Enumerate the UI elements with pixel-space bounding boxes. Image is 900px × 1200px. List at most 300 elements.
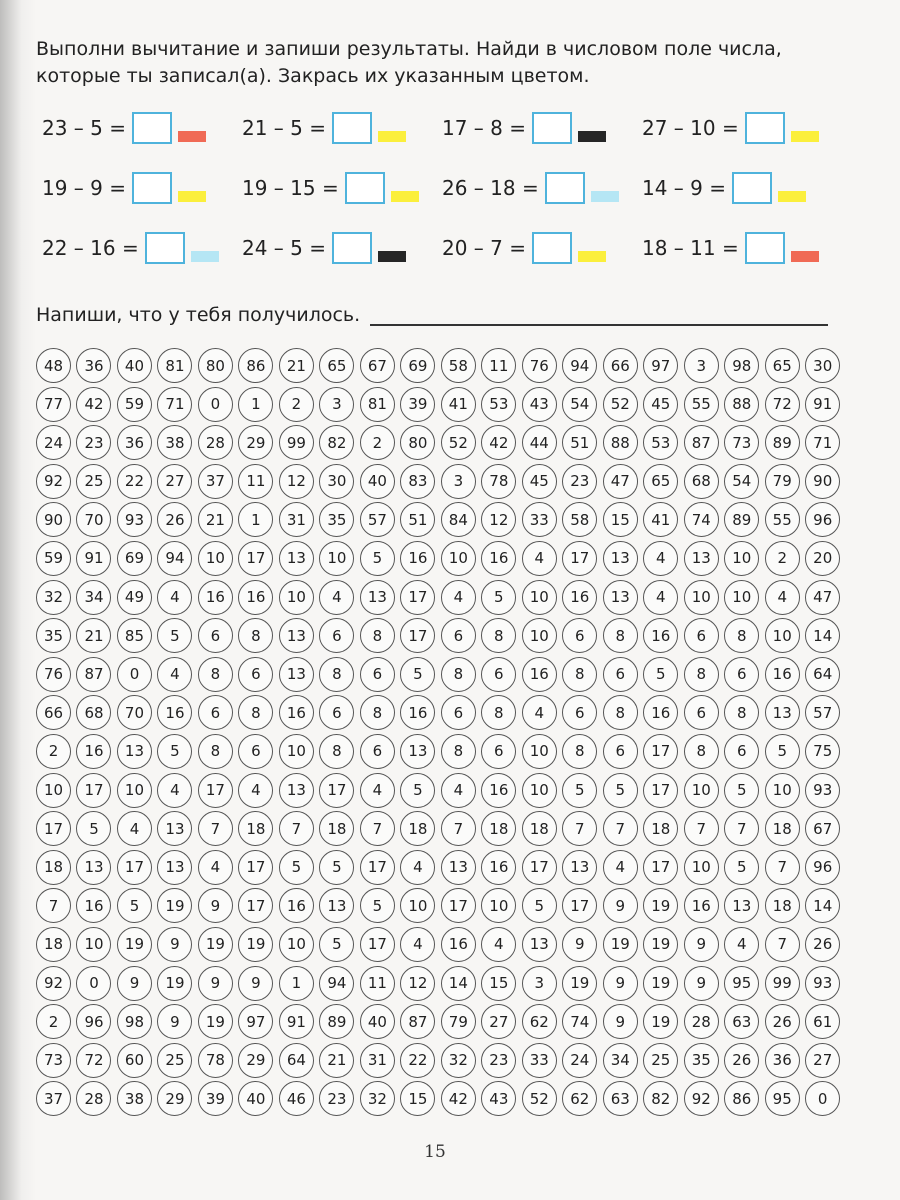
number-circle[interactable]: 65 [765, 348, 800, 383]
number-circle[interactable]: 8 [198, 734, 233, 769]
number-circle[interactable]: 63 [603, 1081, 638, 1116]
number-circle[interactable]: 8 [562, 734, 597, 769]
result-answer-line[interactable] [370, 304, 828, 326]
number-circle[interactable]: 54 [724, 464, 759, 499]
number-circle[interactable]: 5 [562, 773, 597, 808]
number-circle[interactable]: 11 [481, 348, 516, 383]
number-circle[interactable]: 18 [400, 811, 435, 846]
number-circle[interactable]: 13 [684, 541, 719, 576]
number-circle[interactable]: 79 [441, 1004, 476, 1039]
number-circle[interactable]: 9 [603, 888, 638, 923]
number-circle[interactable]: 37 [198, 464, 233, 499]
number-circle[interactable]: 70 [76, 502, 111, 537]
number-circle[interactable]: 5 [360, 541, 395, 576]
answer-box[interactable] [532, 112, 572, 144]
number-circle[interactable]: 4 [157, 657, 192, 692]
number-circle[interactable]: 9 [238, 966, 273, 1001]
number-circle[interactable]: 1 [238, 387, 273, 422]
number-circle[interactable]: 4 [603, 850, 638, 885]
answer-box[interactable] [332, 112, 372, 144]
number-circle[interactable]: 32 [360, 1081, 395, 1116]
number-circle[interactable]: 97 [643, 348, 678, 383]
number-circle[interactable]: 4 [198, 850, 233, 885]
number-circle[interactable]: 14 [805, 888, 840, 923]
number-circle[interactable]: 48 [36, 348, 71, 383]
number-circle[interactable]: 13 [319, 888, 354, 923]
number-circle[interactable]: 3 [319, 387, 354, 422]
number-circle[interactable]: 17 [76, 773, 111, 808]
number-circle[interactable]: 13 [279, 618, 314, 653]
number-circle[interactable]: 1 [279, 966, 314, 1001]
number-circle[interactable]: 42 [76, 387, 111, 422]
number-circle[interactable]: 4 [238, 773, 273, 808]
number-circle[interactable]: 33 [522, 1043, 557, 1078]
number-circle[interactable]: 6 [724, 734, 759, 769]
number-circle[interactable]: 17 [441, 888, 476, 923]
number-circle[interactable]: 87 [76, 657, 111, 692]
number-circle[interactable]: 74 [562, 1004, 597, 1039]
number-circle[interactable]: 99 [279, 425, 314, 460]
number-circle[interactable]: 16 [481, 773, 516, 808]
number-circle[interactable]: 7 [724, 811, 759, 846]
number-circle[interactable]: 8 [441, 734, 476, 769]
number-circle[interactable]: 9 [198, 888, 233, 923]
number-circle[interactable]: 19 [643, 966, 678, 1001]
number-circle[interactable]: 90 [805, 464, 840, 499]
number-circle[interactable]: 12 [481, 502, 516, 537]
number-circle[interactable]: 8 [238, 695, 273, 730]
number-circle[interactable]: 98 [724, 348, 759, 383]
number-circle[interactable]: 8 [319, 734, 354, 769]
number-circle[interactable]: 12 [400, 966, 435, 1001]
number-circle[interactable]: 2 [360, 425, 395, 460]
number-circle[interactable]: 4 [765, 580, 800, 615]
number-circle[interactable]: 13 [562, 850, 597, 885]
number-circle[interactable]: 6 [238, 734, 273, 769]
number-circle[interactable]: 34 [76, 580, 111, 615]
number-circle[interactable]: 16 [400, 541, 435, 576]
number-circle[interactable]: 17 [238, 850, 273, 885]
number-circle[interactable]: 17 [198, 773, 233, 808]
answer-box[interactable] [145, 232, 185, 264]
number-circle[interactable]: 18 [765, 888, 800, 923]
number-circle[interactable]: 13 [76, 850, 111, 885]
number-circle[interactable]: 2 [279, 387, 314, 422]
number-circle[interactable]: 16 [441, 927, 476, 962]
number-circle[interactable]: 52 [522, 1081, 557, 1116]
number-circle[interactable]: 4 [157, 773, 192, 808]
number-circle[interactable]: 19 [157, 966, 192, 1001]
number-circle[interactable]: 4 [441, 580, 476, 615]
number-circle[interactable]: 96 [805, 850, 840, 885]
number-circle[interactable]: 98 [117, 1004, 152, 1039]
number-circle[interactable]: 95 [724, 966, 759, 1001]
number-circle[interactable]: 16 [76, 734, 111, 769]
number-circle[interactable]: 13 [279, 773, 314, 808]
number-circle[interactable]: 16 [765, 657, 800, 692]
number-circle[interactable]: 16 [481, 541, 516, 576]
number-circle[interactable]: 4 [117, 811, 152, 846]
number-circle[interactable]: 59 [36, 541, 71, 576]
number-circle[interactable]: 8 [481, 695, 516, 730]
number-circle[interactable]: 92 [36, 966, 71, 1001]
number-circle[interactable]: 2 [765, 541, 800, 576]
number-circle[interactable]: 86 [238, 348, 273, 383]
number-circle[interactable]: 25 [643, 1043, 678, 1078]
number-circle[interactable]: 66 [603, 348, 638, 383]
number-circle[interactable]: 85 [117, 618, 152, 653]
number-circle[interactable]: 10 [684, 580, 719, 615]
number-circle[interactable]: 84 [441, 502, 476, 537]
number-circle[interactable]: 17 [562, 888, 597, 923]
number-circle[interactable]: 16 [481, 850, 516, 885]
number-circle[interactable]: 19 [117, 927, 152, 962]
number-circle[interactable]: 16 [522, 657, 557, 692]
number-circle[interactable]: 26 [724, 1043, 759, 1078]
number-circle[interactable]: 33 [522, 502, 557, 537]
answer-box[interactable] [332, 232, 372, 264]
number-circle[interactable]: 90 [36, 502, 71, 537]
number-circle[interactable]: 16 [279, 695, 314, 730]
number-circle[interactable]: 32 [441, 1043, 476, 1078]
number-circle[interactable]: 21 [319, 1043, 354, 1078]
number-circle[interactable]: 0 [805, 1081, 840, 1116]
number-circle[interactable]: 52 [603, 387, 638, 422]
number-circle[interactable]: 40 [360, 1004, 395, 1039]
number-circle[interactable]: 22 [117, 464, 152, 499]
number-circle[interactable]: 31 [360, 1043, 395, 1078]
number-circle[interactable]: 10 [522, 580, 557, 615]
number-circle[interactable]: 27 [805, 1043, 840, 1078]
number-circle[interactable]: 13 [522, 927, 557, 962]
number-circle[interactable]: 86 [724, 1081, 759, 1116]
number-circle[interactable]: 3 [522, 966, 557, 1001]
number-circle[interactable]: 4 [724, 927, 759, 962]
number-circle[interactable]: 67 [360, 348, 395, 383]
number-circle[interactable]: 16 [198, 580, 233, 615]
number-circle[interactable]: 71 [805, 425, 840, 460]
number-circle[interactable]: 57 [805, 695, 840, 730]
number-circle[interactable]: 62 [562, 1081, 597, 1116]
number-circle[interactable]: 17 [643, 850, 678, 885]
number-circle[interactable]: 17 [360, 927, 395, 962]
number-circle[interactable]: 24 [562, 1043, 597, 1078]
number-circle[interactable]: 34 [603, 1043, 638, 1078]
number-circle[interactable]: 16 [279, 888, 314, 923]
number-circle[interactable]: 8 [481, 618, 516, 653]
number-circle[interactable]: 6 [319, 618, 354, 653]
number-circle[interactable]: 17 [238, 541, 273, 576]
number-circle[interactable]: 4 [441, 773, 476, 808]
number-circle[interactable]: 5 [279, 850, 314, 885]
number-circle[interactable]: 16 [684, 888, 719, 923]
number-circle[interactable]: 6 [562, 618, 597, 653]
number-circle[interactable]: 8 [360, 618, 395, 653]
number-circle[interactable]: 4 [643, 541, 678, 576]
number-circle[interactable]: 10 [400, 888, 435, 923]
number-circle[interactable]: 10 [441, 541, 476, 576]
number-circle[interactable]: 19 [643, 927, 678, 962]
number-circle[interactable]: 88 [724, 387, 759, 422]
number-circle[interactable]: 3 [684, 348, 719, 383]
number-circle[interactable]: 28 [76, 1081, 111, 1116]
number-circle[interactable]: 71 [157, 387, 192, 422]
number-circle[interactable]: 20 [805, 541, 840, 576]
number-circle[interactable]: 73 [724, 425, 759, 460]
number-circle[interactable]: 76 [522, 348, 557, 383]
number-circle[interactable]: 78 [481, 464, 516, 499]
number-circle[interactable]: 9 [684, 927, 719, 962]
number-circle[interactable]: 87 [400, 1004, 435, 1039]
number-circle[interactable]: 10 [724, 541, 759, 576]
number-circle[interactable]: 13 [441, 850, 476, 885]
number-circle[interactable]: 26 [157, 502, 192, 537]
number-circle[interactable]: 42 [481, 425, 516, 460]
number-circle[interactable]: 5 [319, 927, 354, 962]
number-circle[interactable]: 6 [603, 734, 638, 769]
number-circle[interactable]: 18 [36, 850, 71, 885]
number-circle[interactable]: 17 [319, 773, 354, 808]
number-circle[interactable]: 4 [522, 695, 557, 730]
number-circle[interactable]: 55 [684, 387, 719, 422]
number-circle[interactable]: 5 [319, 850, 354, 885]
number-circle[interactable]: 26 [765, 1004, 800, 1039]
number-circle[interactable]: 82 [643, 1081, 678, 1116]
number-circle[interactable]: 65 [643, 464, 678, 499]
number-circle[interactable]: 45 [643, 387, 678, 422]
number-circle[interactable]: 9 [562, 927, 597, 962]
number-circle[interactable]: 19 [157, 888, 192, 923]
number-circle[interactable]: 91 [279, 1004, 314, 1039]
number-circle[interactable]: 64 [805, 657, 840, 692]
number-circle[interactable]: 21 [76, 618, 111, 653]
number-circle[interactable]: 17 [643, 773, 678, 808]
number-circle[interactable]: 8 [603, 695, 638, 730]
number-circle[interactable]: 19 [643, 888, 678, 923]
number-circle[interactable]: 5 [400, 773, 435, 808]
number-circle[interactable]: 23 [76, 425, 111, 460]
number-circle[interactable]: 99 [765, 966, 800, 1001]
number-circle[interactable]: 5 [157, 618, 192, 653]
number-circle[interactable]: 4 [400, 927, 435, 962]
number-circle[interactable]: 38 [157, 425, 192, 460]
number-circle[interactable]: 94 [562, 348, 597, 383]
number-circle[interactable]: 30 [805, 348, 840, 383]
number-circle[interactable]: 13 [279, 541, 314, 576]
number-circle[interactable]: 5 [360, 888, 395, 923]
number-circle[interactable]: 70 [117, 695, 152, 730]
number-circle[interactable]: 0 [117, 657, 152, 692]
number-circle[interactable]: 4 [522, 541, 557, 576]
number-circle[interactable]: 21 [279, 348, 314, 383]
number-circle[interactable]: 19 [198, 927, 233, 962]
number-circle[interactable]: 5 [603, 773, 638, 808]
number-circle[interactable]: 32 [36, 580, 71, 615]
number-circle[interactable]: 17 [562, 541, 597, 576]
answer-box[interactable] [745, 232, 785, 264]
number-circle[interactable]: 8 [319, 657, 354, 692]
number-circle[interactable]: 17 [522, 850, 557, 885]
number-circle[interactable]: 28 [198, 425, 233, 460]
answer-box[interactable] [745, 112, 785, 144]
number-circle[interactable]: 8 [360, 695, 395, 730]
number-circle[interactable]: 58 [562, 502, 597, 537]
number-circle[interactable]: 19 [562, 966, 597, 1001]
number-circle[interactable]: 6 [684, 618, 719, 653]
number-circle[interactable]: 65 [319, 348, 354, 383]
number-circle[interactable]: 6 [441, 618, 476, 653]
number-circle[interactable]: 10 [279, 580, 314, 615]
number-circle[interactable]: 95 [765, 1081, 800, 1116]
number-circle[interactable]: 8 [724, 695, 759, 730]
number-circle[interactable]: 17 [400, 580, 435, 615]
number-circle[interactable]: 45 [522, 464, 557, 499]
number-circle[interactable]: 38 [117, 1081, 152, 1116]
number-circle[interactable]: 23 [319, 1081, 354, 1116]
number-circle[interactable]: 14 [441, 966, 476, 1001]
number-circle[interactable]: 39 [198, 1081, 233, 1116]
number-circle[interactable]: 10 [724, 580, 759, 615]
number-circle[interactable]: 93 [805, 966, 840, 1001]
number-circle[interactable]: 12 [279, 464, 314, 499]
number-circle[interactable]: 25 [157, 1043, 192, 1078]
number-circle[interactable]: 6 [198, 695, 233, 730]
number-circle[interactable]: 6 [360, 657, 395, 692]
number-circle[interactable]: 68 [684, 464, 719, 499]
number-circle[interactable]: 92 [684, 1081, 719, 1116]
number-circle[interactable]: 9 [117, 966, 152, 1001]
number-circle[interactable]: 10 [279, 927, 314, 962]
number-circle[interactable]: 10 [765, 773, 800, 808]
number-circle[interactable]: 8 [441, 657, 476, 692]
number-circle[interactable]: 59 [117, 387, 152, 422]
number-circle[interactable]: 40 [117, 348, 152, 383]
answer-box[interactable] [345, 172, 385, 204]
number-circle[interactable]: 4 [360, 773, 395, 808]
number-circle[interactable]: 10 [279, 734, 314, 769]
number-circle[interactable]: 40 [360, 464, 395, 499]
number-circle[interactable]: 36 [117, 425, 152, 460]
number-circle[interactable]: 6 [360, 734, 395, 769]
number-circle[interactable]: 7 [603, 811, 638, 846]
number-circle[interactable]: 8 [684, 734, 719, 769]
number-circle[interactable]: 16 [643, 695, 678, 730]
number-circle[interactable]: 13 [765, 695, 800, 730]
number-circle[interactable]: 6 [481, 657, 516, 692]
number-circle[interactable]: 76 [36, 657, 71, 692]
number-circle[interactable]: 62 [522, 1004, 557, 1039]
number-circle[interactable]: 57 [360, 502, 395, 537]
number-circle[interactable]: 75 [805, 734, 840, 769]
number-circle[interactable]: 96 [76, 1004, 111, 1039]
number-circle[interactable]: 5 [643, 657, 678, 692]
number-circle[interactable]: 7 [36, 888, 71, 923]
number-circle[interactable]: 93 [805, 773, 840, 808]
number-circle[interactable]: 30 [319, 464, 354, 499]
number-circle[interactable]: 10 [684, 773, 719, 808]
number-circle[interactable]: 63 [724, 1004, 759, 1039]
number-circle[interactable]: 78 [198, 1043, 233, 1078]
number-circle[interactable]: 36 [76, 348, 111, 383]
number-circle[interactable]: 27 [157, 464, 192, 499]
number-circle[interactable]: 67 [805, 811, 840, 846]
number-circle[interactable]: 40 [238, 1081, 273, 1116]
number-circle[interactable]: 46 [279, 1081, 314, 1116]
number-circle[interactable]: 7 [279, 811, 314, 846]
number-circle[interactable]: 17 [643, 734, 678, 769]
number-circle[interactable]: 10 [522, 773, 557, 808]
number-circle[interactable]: 13 [400, 734, 435, 769]
number-circle[interactable]: 22 [400, 1043, 435, 1078]
number-circle[interactable]: 51 [400, 502, 435, 537]
number-circle[interactable]: 42 [441, 1081, 476, 1116]
number-circle[interactable]: 19 [238, 927, 273, 962]
number-circle[interactable]: 13 [157, 850, 192, 885]
number-circle[interactable]: 7 [198, 811, 233, 846]
number-circle[interactable]: 9 [603, 1004, 638, 1039]
number-circle[interactable]: 15 [481, 966, 516, 1001]
number-circle[interactable]: 81 [360, 387, 395, 422]
number-circle[interactable]: 10 [319, 541, 354, 576]
number-circle[interactable]: 15 [603, 502, 638, 537]
number-circle[interactable]: 5 [724, 850, 759, 885]
number-circle[interactable]: 87 [684, 425, 719, 460]
number-circle[interactable]: 1 [238, 502, 273, 537]
number-circle[interactable]: 7 [360, 811, 395, 846]
number-circle[interactable]: 17 [238, 888, 273, 923]
number-circle[interactable]: 35 [319, 502, 354, 537]
number-circle[interactable]: 9 [684, 966, 719, 1001]
number-circle[interactable]: 5 [157, 734, 192, 769]
number-circle[interactable]: 17 [117, 850, 152, 885]
number-circle[interactable]: 89 [724, 502, 759, 537]
number-circle[interactable]: 7 [765, 927, 800, 962]
number-circle[interactable]: 5 [522, 888, 557, 923]
number-circle[interactable]: 10 [522, 618, 557, 653]
number-circle[interactable]: 4 [157, 580, 192, 615]
number-circle[interactable]: 16 [643, 618, 678, 653]
number-circle[interactable]: 26 [805, 927, 840, 962]
number-circle[interactable]: 51 [562, 425, 597, 460]
number-circle[interactable]: 43 [522, 387, 557, 422]
number-circle[interactable]: 6 [319, 695, 354, 730]
number-circle[interactable]: 19 [198, 1004, 233, 1039]
number-circle[interactable]: 82 [319, 425, 354, 460]
number-circle[interactable]: 97 [238, 1004, 273, 1039]
number-circle[interactable]: 91 [805, 387, 840, 422]
number-circle[interactable]: 81 [157, 348, 192, 383]
number-circle[interactable]: 8 [724, 618, 759, 653]
number-circle[interactable]: 8 [238, 618, 273, 653]
number-circle[interactable]: 21 [198, 502, 233, 537]
number-circle[interactable]: 69 [400, 348, 435, 383]
number-circle[interactable]: 10 [76, 927, 111, 962]
number-circle[interactable]: 19 [603, 927, 638, 962]
number-circle[interactable]: 2 [36, 734, 71, 769]
number-circle[interactable]: 6 [198, 618, 233, 653]
number-circle[interactable]: 4 [643, 580, 678, 615]
number-circle[interactable]: 19 [643, 1004, 678, 1039]
number-circle[interactable]: 6 [562, 695, 597, 730]
number-circle[interactable]: 16 [238, 580, 273, 615]
number-circle[interactable]: 94 [157, 541, 192, 576]
number-circle[interactable]: 47 [805, 580, 840, 615]
number-circle[interactable]: 9 [198, 966, 233, 1001]
number-circle[interactable]: 13 [724, 888, 759, 923]
number-circle[interactable]: 47 [603, 464, 638, 499]
number-circle[interactable]: 25 [76, 464, 111, 499]
number-circle[interactable]: 18 [238, 811, 273, 846]
